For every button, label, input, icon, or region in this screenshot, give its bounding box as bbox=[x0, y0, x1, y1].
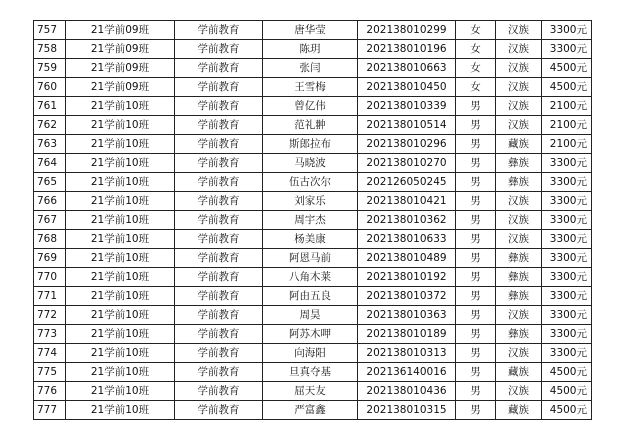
student-name-cell: 阿苏木呷 bbox=[263, 325, 358, 344]
student-table bbox=[33, 20, 592, 420]
class-name-cell: 21学前10班 bbox=[66, 382, 175, 401]
major-cell: 学前教育 bbox=[175, 382, 263, 401]
amount-cell: 3300元 bbox=[542, 40, 592, 59]
gender-cell: 男 bbox=[456, 382, 496, 401]
student-name-cell: 周宇杰 bbox=[263, 211, 358, 230]
ethnicity-cell: 汉族 bbox=[496, 59, 542, 78]
major-cell: 学前教育 bbox=[175, 306, 263, 325]
amount-cell: 2100元 bbox=[542, 135, 592, 154]
amount-cell: 3300元 bbox=[542, 268, 592, 287]
row-number-cell: 765 bbox=[34, 173, 66, 192]
class-name-cell: 21学前10班 bbox=[66, 154, 175, 173]
student-name-cell: 张闫 bbox=[263, 59, 358, 78]
student-id-cell: 202138010514 bbox=[358, 116, 456, 135]
table-row bbox=[34, 59, 592, 78]
student-name-cell: 曾亿伟 bbox=[263, 97, 358, 116]
gender-cell: 女 bbox=[456, 59, 496, 78]
student-id-cell: 202138010450 bbox=[358, 78, 456, 97]
ethnicity-cell: 藏族 bbox=[496, 363, 542, 382]
table-row bbox=[34, 401, 592, 420]
ethnicity-cell: 汉族 bbox=[496, 192, 542, 211]
student-id-cell: 202138010196 bbox=[358, 40, 456, 59]
amount-cell: 3300元 bbox=[542, 173, 592, 192]
ethnicity-cell: 彝族 bbox=[496, 173, 542, 192]
ethnicity-cell: 汉族 bbox=[496, 230, 542, 249]
row-number-cell: 776 bbox=[34, 382, 66, 401]
student-name-cell: 陈玥 bbox=[263, 40, 358, 59]
amount-cell: 4500元 bbox=[542, 59, 592, 78]
amount-cell: 3300元 bbox=[542, 192, 592, 211]
ethnicity-cell: 藏族 bbox=[496, 135, 542, 154]
major-cell: 学前教育 bbox=[175, 154, 263, 173]
student-id-cell: 202138010421 bbox=[358, 192, 456, 211]
row-number-cell: 768 bbox=[34, 230, 66, 249]
class-name-cell: 21学前09班 bbox=[66, 40, 175, 59]
ethnicity-cell: 彝族 bbox=[496, 287, 542, 306]
row-number-cell: 775 bbox=[34, 363, 66, 382]
gender-cell: 男 bbox=[456, 97, 496, 116]
class-name-cell: 21学前10班 bbox=[66, 116, 175, 135]
class-name-cell: 21学前09班 bbox=[66, 59, 175, 78]
ethnicity-cell: 汉族 bbox=[496, 382, 542, 401]
ethnicity-cell: 汉族 bbox=[496, 97, 542, 116]
ethnicity-cell: 汉族 bbox=[496, 40, 542, 59]
ethnicity-cell: 汉族 bbox=[496, 211, 542, 230]
gender-cell: 女 bbox=[456, 40, 496, 59]
class-name-cell: 21学前09班 bbox=[66, 21, 175, 40]
major-cell: 学前教育 bbox=[175, 268, 263, 287]
class-name-cell: 21学前10班 bbox=[66, 249, 175, 268]
student-id-cell: 202138010270 bbox=[358, 154, 456, 173]
row-number-cell: 764 bbox=[34, 154, 66, 173]
major-cell: 学前教育 bbox=[175, 249, 263, 268]
amount-cell: 3300元 bbox=[542, 344, 592, 363]
gender-cell: 男 bbox=[456, 249, 496, 268]
major-cell: 学前教育 bbox=[175, 135, 263, 154]
gender-cell: 女 bbox=[456, 21, 496, 40]
student-id-cell: 202138010362 bbox=[358, 211, 456, 230]
major-cell: 学前教育 bbox=[175, 211, 263, 230]
student-name-cell: 马晓波 bbox=[263, 154, 358, 173]
major-cell: 学前教育 bbox=[175, 401, 263, 420]
row-number-cell: 772 bbox=[34, 306, 66, 325]
student-name-cell: 刘家乐 bbox=[263, 192, 358, 211]
major-cell: 学前教育 bbox=[175, 78, 263, 97]
row-number-cell: 767 bbox=[34, 211, 66, 230]
ethnicity-cell: 汉族 bbox=[496, 78, 542, 97]
row-number-cell: 758 bbox=[34, 40, 66, 59]
row-number-cell: 759 bbox=[34, 59, 66, 78]
class-name-cell: 21学前10班 bbox=[66, 363, 175, 382]
gender-cell: 男 bbox=[456, 135, 496, 154]
row-number-cell: 760 bbox=[34, 78, 66, 97]
amount-cell: 4500元 bbox=[542, 401, 592, 420]
student-table-body bbox=[34, 21, 592, 420]
class-name-cell: 21学前10班 bbox=[66, 306, 175, 325]
major-cell: 学前教育 bbox=[175, 116, 263, 135]
class-name-cell: 21学前10班 bbox=[66, 135, 175, 154]
gender-cell: 男 bbox=[456, 363, 496, 382]
table-row bbox=[34, 135, 592, 154]
row-number-cell: 766 bbox=[34, 192, 66, 211]
gender-cell: 男 bbox=[456, 116, 496, 135]
student-name-cell: 唐华莹 bbox=[263, 21, 358, 40]
gender-cell: 男 bbox=[456, 287, 496, 306]
table-row bbox=[34, 249, 592, 268]
table-row bbox=[34, 325, 592, 344]
major-cell: 学前教育 bbox=[175, 59, 263, 78]
ethnicity-cell: 汉族 bbox=[496, 306, 542, 325]
major-cell: 学前教育 bbox=[175, 97, 263, 116]
row-number-cell: 770 bbox=[34, 268, 66, 287]
table-row bbox=[34, 363, 592, 382]
student-name-cell: 旦真夺基 bbox=[263, 363, 358, 382]
table-row bbox=[34, 21, 592, 40]
ethnicity-cell: 汉族 bbox=[496, 21, 542, 40]
major-cell: 学前教育 bbox=[175, 21, 263, 40]
student-id-cell: 202138010489 bbox=[358, 249, 456, 268]
table-row bbox=[34, 173, 592, 192]
student-name-cell: 阿恩马前 bbox=[263, 249, 358, 268]
student-name-cell: 范礼翀 bbox=[263, 116, 358, 135]
student-table-page bbox=[33, 20, 592, 420]
student-name-cell: 王雪梅 bbox=[263, 78, 358, 97]
row-number-cell: 769 bbox=[34, 249, 66, 268]
row-number-cell: 771 bbox=[34, 287, 66, 306]
class-name-cell: 21学前10班 bbox=[66, 173, 175, 192]
student-name-cell: 八角木莱 bbox=[263, 268, 358, 287]
gender-cell: 男 bbox=[456, 325, 496, 344]
ethnicity-cell: 藏族 bbox=[496, 401, 542, 420]
table-row bbox=[34, 268, 592, 287]
amount-cell: 3300元 bbox=[542, 287, 592, 306]
amount-cell: 2100元 bbox=[542, 116, 592, 135]
table-row bbox=[34, 116, 592, 135]
ethnicity-cell: 彝族 bbox=[496, 325, 542, 344]
ethnicity-cell: 彝族 bbox=[496, 249, 542, 268]
table-row bbox=[34, 192, 592, 211]
gender-cell: 男 bbox=[456, 344, 496, 363]
student-id-cell: 202138010189 bbox=[358, 325, 456, 344]
student-id-cell: 202138010663 bbox=[358, 59, 456, 78]
amount-cell: 2100元 bbox=[542, 97, 592, 116]
class-name-cell: 21学前10班 bbox=[66, 230, 175, 249]
student-id-cell: 202138010313 bbox=[358, 344, 456, 363]
class-name-cell: 21学前10班 bbox=[66, 97, 175, 116]
student-id-cell: 202138010299 bbox=[358, 21, 456, 40]
amount-cell: 3300元 bbox=[542, 154, 592, 173]
table-row bbox=[34, 306, 592, 325]
amount-cell: 3300元 bbox=[542, 211, 592, 230]
student-name-cell: 杨美康 bbox=[263, 230, 358, 249]
class-name-cell: 21学前10班 bbox=[66, 192, 175, 211]
table-row bbox=[34, 344, 592, 363]
amount-cell: 3300元 bbox=[542, 21, 592, 40]
row-number-cell: 757 bbox=[34, 21, 66, 40]
row-number-cell: 774 bbox=[34, 344, 66, 363]
major-cell: 学前教育 bbox=[175, 40, 263, 59]
student-name-cell: 斯郎拉布 bbox=[263, 135, 358, 154]
gender-cell: 男 bbox=[456, 154, 496, 173]
amount-cell: 4500元 bbox=[542, 78, 592, 97]
table-row bbox=[34, 382, 592, 401]
gender-cell: 男 bbox=[456, 230, 496, 249]
student-id-cell: 202138010296 bbox=[358, 135, 456, 154]
row-number-cell: 773 bbox=[34, 325, 66, 344]
gender-cell: 男 bbox=[456, 306, 496, 325]
student-name-cell: 阿由五良 bbox=[263, 287, 358, 306]
student-id-cell: 202138010192 bbox=[358, 268, 456, 287]
amount-cell: 4500元 bbox=[542, 363, 592, 382]
major-cell: 学前教育 bbox=[175, 363, 263, 382]
class-name-cell: 21学前10班 bbox=[66, 268, 175, 287]
student-name-cell: 周昊 bbox=[263, 306, 358, 325]
class-name-cell: 21学前10班 bbox=[66, 344, 175, 363]
student-id-cell: 202138010363 bbox=[358, 306, 456, 325]
ethnicity-cell: 彝族 bbox=[496, 268, 542, 287]
major-cell: 学前教育 bbox=[175, 173, 263, 192]
ethnicity-cell: 汉族 bbox=[496, 344, 542, 363]
class-name-cell: 21学前10班 bbox=[66, 401, 175, 420]
student-id-cell: 202136140016 bbox=[358, 363, 456, 382]
student-name-cell: 屈天友 bbox=[263, 382, 358, 401]
amount-cell: 3300元 bbox=[542, 230, 592, 249]
table-row bbox=[34, 211, 592, 230]
row-number-cell: 777 bbox=[34, 401, 66, 420]
ethnicity-cell: 彝族 bbox=[496, 154, 542, 173]
gender-cell: 男 bbox=[456, 192, 496, 211]
student-name-cell: 严富鑫 bbox=[263, 401, 358, 420]
gender-cell: 男 bbox=[456, 173, 496, 192]
major-cell: 学前教育 bbox=[175, 192, 263, 211]
gender-cell: 女 bbox=[456, 78, 496, 97]
class-name-cell: 21学前10班 bbox=[66, 211, 175, 230]
student-id-cell: 202138010339 bbox=[358, 97, 456, 116]
student-id-cell: 202138010372 bbox=[358, 287, 456, 306]
table-row bbox=[34, 78, 592, 97]
amount-cell: 3300元 bbox=[542, 325, 592, 344]
major-cell: 学前教育 bbox=[175, 287, 263, 306]
major-cell: 学前教育 bbox=[175, 325, 263, 344]
class-name-cell: 21学前10班 bbox=[66, 287, 175, 306]
table-row bbox=[34, 230, 592, 249]
gender-cell: 男 bbox=[456, 401, 496, 420]
student-id-cell: 202138010633 bbox=[358, 230, 456, 249]
amount-cell: 4500元 bbox=[542, 382, 592, 401]
table-row bbox=[34, 40, 592, 59]
student-id-cell: 202138010436 bbox=[358, 382, 456, 401]
student-id-cell: 202126050245 bbox=[358, 173, 456, 192]
major-cell: 学前教育 bbox=[175, 344, 263, 363]
gender-cell: 男 bbox=[456, 268, 496, 287]
row-number-cell: 762 bbox=[34, 116, 66, 135]
gender-cell: 男 bbox=[456, 211, 496, 230]
table-row bbox=[34, 154, 592, 173]
major-cell: 学前教育 bbox=[175, 230, 263, 249]
class-name-cell: 21学前09班 bbox=[66, 78, 175, 97]
amount-cell: 3300元 bbox=[542, 249, 592, 268]
table-row bbox=[34, 97, 592, 116]
row-number-cell: 763 bbox=[34, 135, 66, 154]
student-name-cell: 伍古次尔 bbox=[263, 173, 358, 192]
ethnicity-cell: 汉族 bbox=[496, 116, 542, 135]
student-name-cell: 向海阳 bbox=[263, 344, 358, 363]
student-id-cell: 202138010315 bbox=[358, 401, 456, 420]
amount-cell: 3300元 bbox=[542, 306, 592, 325]
class-name-cell: 21学前10班 bbox=[66, 325, 175, 344]
table-row bbox=[34, 287, 592, 306]
row-number-cell: 761 bbox=[34, 97, 66, 116]
